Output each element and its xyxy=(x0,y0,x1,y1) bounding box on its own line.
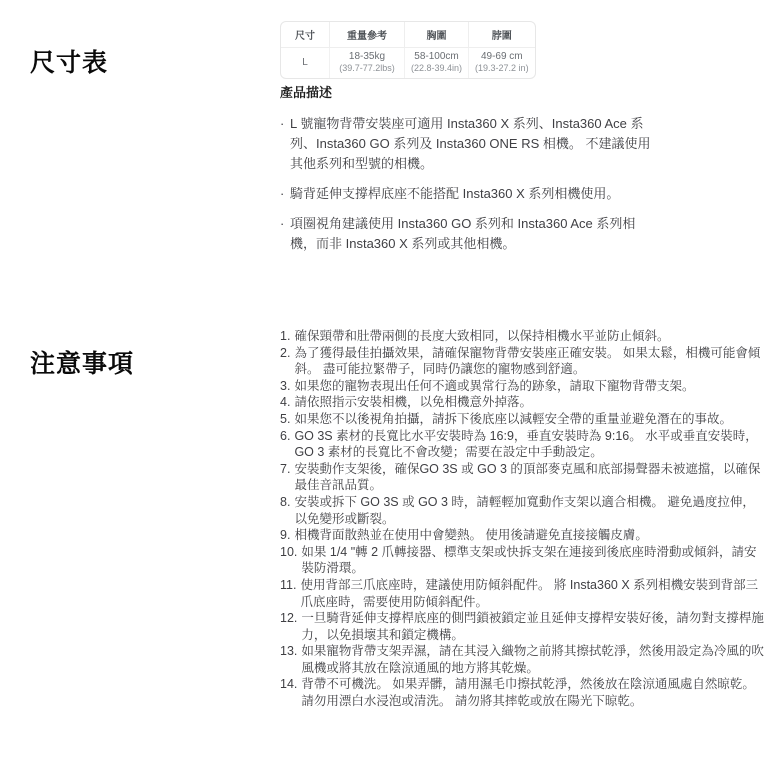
neck-value: 49-69 cm xyxy=(480,51,523,62)
note-item xyxy=(280,345,764,378)
note-number: 4. xyxy=(280,395,291,410)
note-item xyxy=(280,577,764,610)
note-number: 9. xyxy=(280,528,291,543)
size-table-header-row xyxy=(281,22,535,48)
description-bullet xyxy=(280,214,658,254)
note-item xyxy=(280,411,764,428)
note-item xyxy=(280,544,764,577)
note-text: 如果 1/4 "轉 2 爪轉接器、標準支架或快拆支架在連接到後底座時滑動或傾斜，請安裝防滑環。 xyxy=(301,544,757,576)
note-number: 7. xyxy=(280,461,291,476)
note-item xyxy=(280,527,764,544)
note-item xyxy=(280,610,764,643)
note-text: 為了獲得最佳拍攝效果，請確保寵物背帶安裝座正確安裝。 如果太鬆，相機可能會傾斜。 盡可能拉緊帶子，同時仍讓您的寵物感到舒適。 xyxy=(294,345,761,377)
note-text: 確保頸帶和肚帶兩側的長度大致相同，以保持相機水平並防止傾斜。 xyxy=(294,329,670,343)
cell-neck xyxy=(469,48,535,78)
note-text: 請依照指示安裝相機，以免相機意外掉落。 xyxy=(294,395,532,410)
description-bullet-text: 騎背延伸支撐桿底座不能搭配 Insta360 X 系列相機使用。 xyxy=(290,186,620,201)
size-table-container xyxy=(280,21,536,79)
note-text: 如果您不以後視角拍攝，請拆下後底座以減輕安全帶的重量並避免潛在的事故。 xyxy=(294,411,732,426)
note-text: 背帶不可機洗。 如果弄髒，請用濕毛巾擦拭乾淨，然後放在陰涼通風處自然晾乾。 請勿用漂白水浸泡或清洗。 請勿將其摔乾或放在陽光下晾乾。 xyxy=(301,677,755,709)
cell-weight xyxy=(330,48,405,78)
note-number: 11. xyxy=(280,577,297,592)
note-item xyxy=(280,461,764,494)
note-text: 安裝動作支架後，確保GO 3S 或 GO 3 的頂部麥克風和底部揚聲器未被遮擋，以確保最佳音訊品質。 xyxy=(294,461,761,493)
note-number: 13. xyxy=(280,644,298,659)
chest-value: 58-100cm xyxy=(414,51,459,62)
size-table-row xyxy=(281,48,535,78)
product-description-section xyxy=(280,82,658,264)
note-item xyxy=(280,643,764,676)
note-text: 如果您的寵物表現出任何不適或異常行為的跡象，請取下寵物背帶支架。 xyxy=(294,378,695,393)
weight-value: 18-35kg xyxy=(348,51,386,62)
note-item xyxy=(280,428,764,461)
size-table xyxy=(280,21,536,79)
neck-sub-value: (19.3-27.2 in) xyxy=(475,63,529,73)
note-text: 如果寵物背帶支架弄濕，請在其浸入織物之前將其擦拭乾淨，然後用設定為冷風的吹風機或將其放在陰涼通風的地方將其乾燥。 xyxy=(301,644,764,675)
note-number: 5. xyxy=(280,411,291,426)
bullet-marker: · xyxy=(280,116,285,131)
note-text: 相機背面散熱並在使用中會變熱。 使用後請避免直接接觸皮膚。 xyxy=(294,528,648,543)
notes-heading: 注意事項 xyxy=(30,349,135,378)
header-size: 尺寸 xyxy=(281,22,330,48)
cell-size: L xyxy=(281,48,330,78)
note-item xyxy=(280,494,764,527)
note-number: 3. xyxy=(280,378,291,393)
note-item xyxy=(280,394,764,411)
note-number: 12. xyxy=(280,611,298,626)
size-table-heading: 尺寸表 xyxy=(30,48,109,77)
product-description-title: 產品描述 xyxy=(280,85,333,100)
header-neck: 脖圍 xyxy=(469,22,535,48)
chest-sub-value: (22.8-39.4in) xyxy=(411,63,463,73)
weight-sub-value: (39.7-77.2lbs) xyxy=(339,63,395,73)
note-number: 1. xyxy=(280,329,291,343)
note-item xyxy=(280,328,764,345)
note-number: 8. xyxy=(280,494,291,509)
bullet-marker: · xyxy=(280,186,285,201)
note-text: GO 3S 素材的長寬比水平安裝時為 16:9，垂直安裝時為 9:16。 水平或垂直安裝時，GO 3 素材的長寬比不會改變；需要在設定中手動設定。 xyxy=(294,428,758,460)
note-text: 一旦騎背延伸支撐桿底座的側閂鎖被鎖定並且延伸支撐桿安裝好後，請勿對支撐桿施力，以免損壞其和鎖定機構。 xyxy=(301,611,764,642)
note-number: 6. xyxy=(280,428,291,443)
note-number: 2. xyxy=(280,345,291,360)
cell-chest xyxy=(405,48,469,78)
description-bullet-text: 項圈視角建議使用 Insta360 GO 系列和 Insta360 Ace 系列相機，而非 Insta360 X 系列或其他相機。 xyxy=(290,216,636,251)
description-bullet xyxy=(280,114,658,174)
notes-list xyxy=(280,328,764,710)
note-text: 使用背部三爪底座時，建議使用防傾斜配件。 將 Insta360 X 系列相機安裝到背部三爪底座時，需要使用防傾斜配件。 xyxy=(300,577,759,609)
description-bullet-text: L 號寵物背帶安裝座可適用 Insta360 X 系列、Insta360 Ace 系列、Insta360 GO 系列及 Insta360 ONE RS 相機。 不建議使用其他系列和型號的相機。 xyxy=(290,116,651,171)
description-bullet xyxy=(280,184,658,204)
header-chest: 胸圍 xyxy=(405,22,469,48)
note-item xyxy=(280,378,764,395)
note-item xyxy=(280,676,764,709)
note-text: 安裝或拆下 GO 3S 或 GO 3 時，請輕輕加寬動作支架以適合相機。 避免過度拉伸，以免變形或斷裂。 xyxy=(294,494,755,526)
note-number: 14. xyxy=(280,677,298,692)
bullet-marker: · xyxy=(280,216,285,231)
header-weight: 重量參考 xyxy=(330,22,405,48)
note-number: 10. xyxy=(280,544,298,559)
